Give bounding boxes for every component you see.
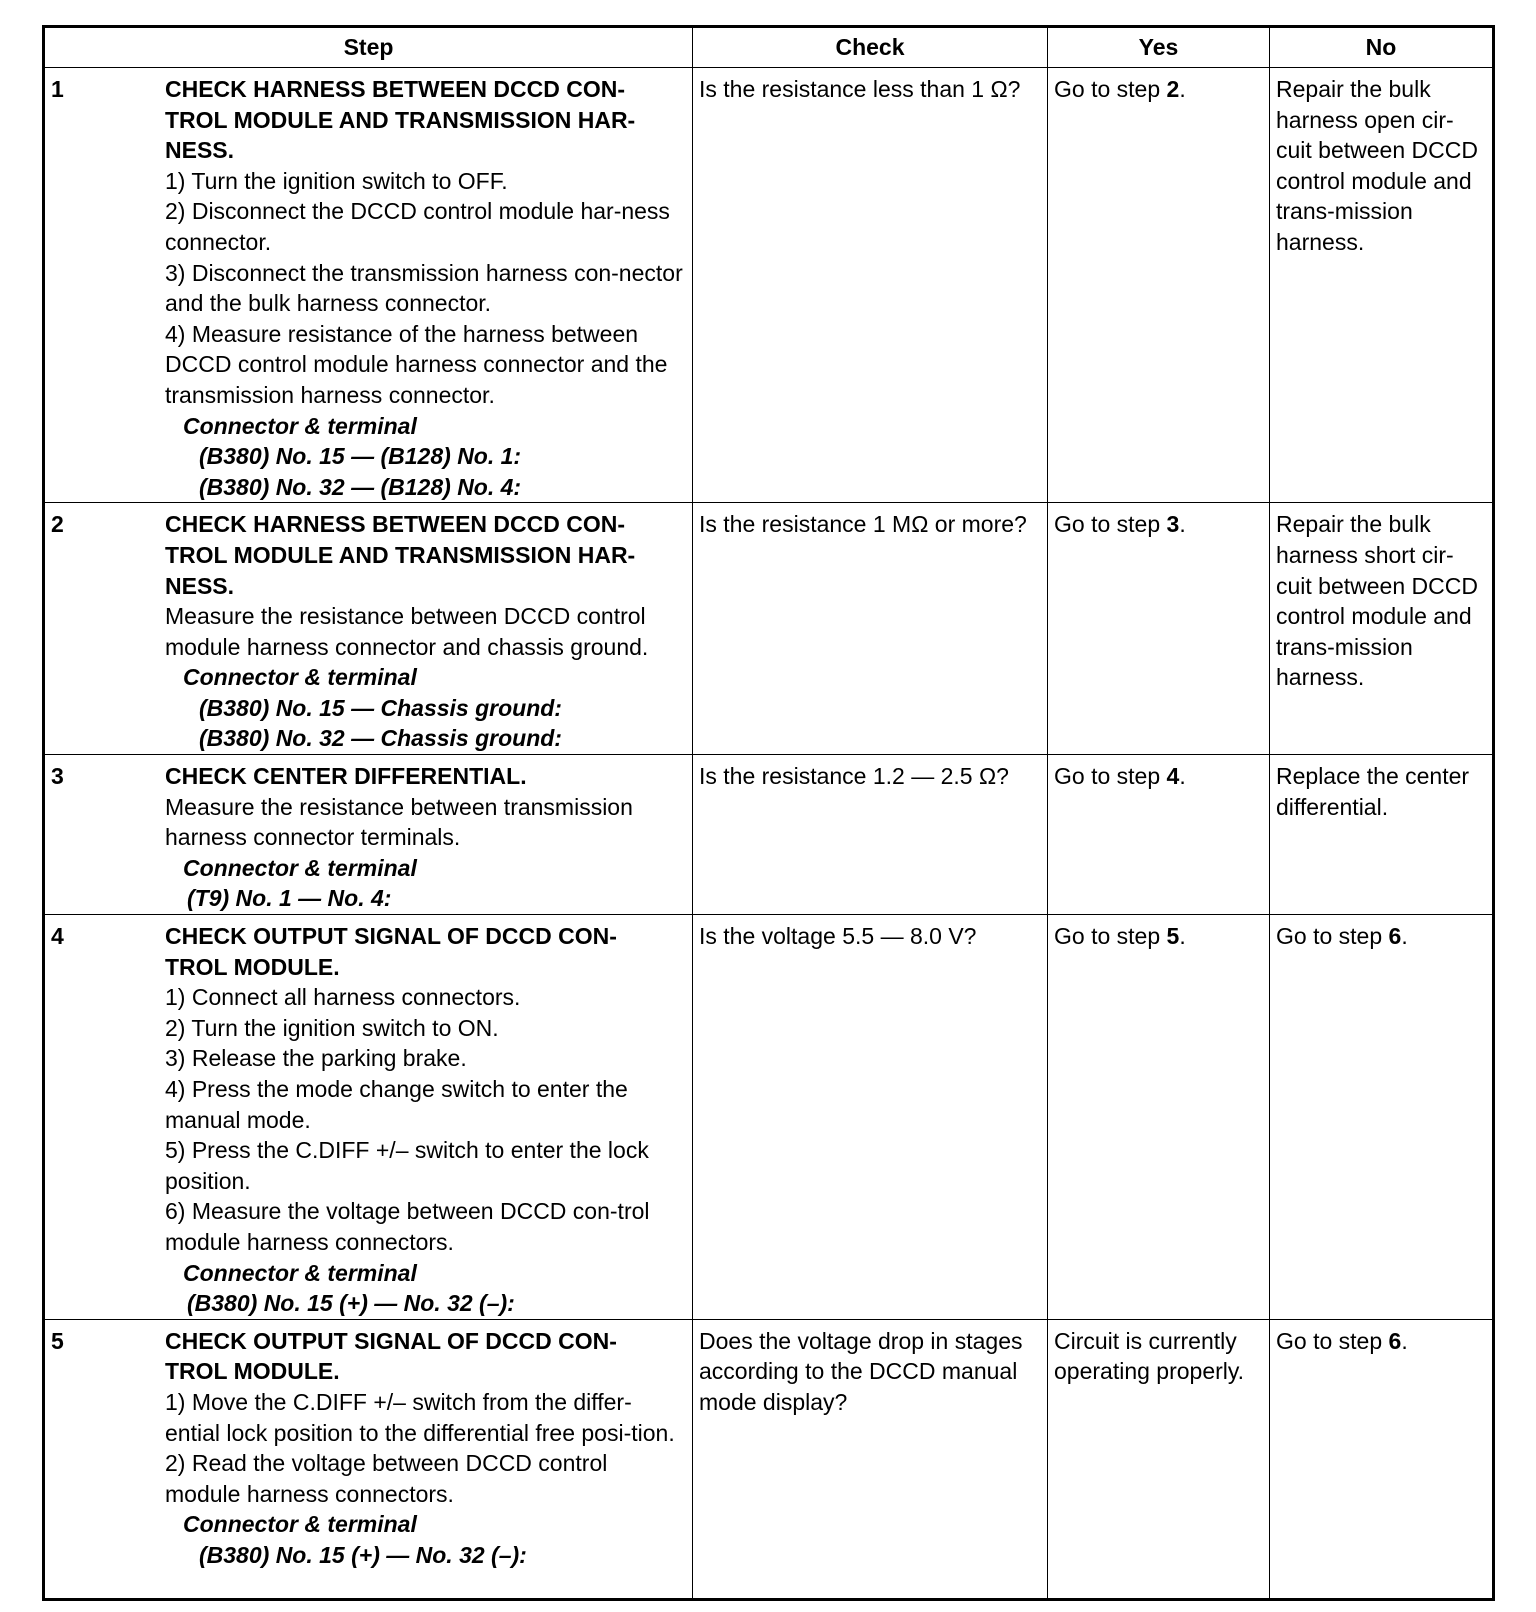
- yes-suffix: .: [1179, 511, 1186, 538]
- step-cell: [44, 68, 693, 503]
- yes-text: Go to step: [1054, 511, 1167, 538]
- no-step-link: 6: [1388, 1327, 1402, 1354]
- step-number: 4: [51, 923, 64, 950]
- connector-terminal: (T9) No. 1 — No. 4:: [187, 885, 392, 912]
- connector-label: Connector & terminal: [183, 1259, 417, 1286]
- connector-label: Connector & terminal: [183, 1511, 417, 1538]
- step-title: CHECK HARNESS BETWEEN DCCD CON-TROL MODULE AND TRANSMISSION HAR-NESS.: [165, 76, 636, 164]
- step-cell: [44, 755, 693, 915]
- table-row: [44, 68, 1494, 503]
- yes-text: Go to step: [1054, 923, 1167, 950]
- check-cell: Does the voltage drop in stages according to the DCCD manual mode display?: [693, 1319, 1048, 1599]
- step-title: CHECK OUTPUT SIGNAL OF DCCD CON-TROL MODULE.: [165, 923, 617, 980]
- no-text: Go to step: [1276, 1327, 1389, 1354]
- step-title: CHECK CENTER DIFFERENTIAL.: [165, 763, 527, 790]
- step-instruction: 1) Connect all harness connectors.: [165, 984, 521, 1011]
- table-row: [44, 503, 1494, 755]
- header-row: [44, 27, 1494, 68]
- step-number: 2: [51, 511, 64, 538]
- check-cell: Is the resistance 1.2 — 2.5 Ω?: [693, 755, 1048, 915]
- no-cell: Replace the center differential.: [1270, 755, 1494, 915]
- yes-step-link: 2: [1166, 76, 1180, 102]
- yes-suffix: .: [1179, 923, 1186, 950]
- no-cell: Repair the bulk harness open cir-cuit between DCCD control module and trans-mission harness.: [1270, 68, 1494, 503]
- yes-cell: [1048, 755, 1270, 915]
- yes-text: Go to step: [1054, 763, 1167, 790]
- yes-cell: Circuit is currently operating properly.: [1048, 1319, 1270, 1599]
- yes-cell: [1048, 68, 1270, 503]
- step-instruction: 2) Disconnect the DCCD control module har-ness connector.: [165, 198, 670, 255]
- step-instruction: Measure the resistance between transmission harness connector terminals.: [165, 793, 633, 851]
- step-instruction: 1) Move the C.DIFF +/– switch from the differ-ential lock position to the differential free posi-tion.: [165, 1388, 675, 1446]
- yes-cell: [1048, 915, 1270, 1320]
- step-title: CHECK OUTPUT SIGNAL OF DCCD CON-TROL MODULE.: [165, 1327, 617, 1385]
- no-cell: Repair the bulk harness short cir-cuit between DCCD control module and trans-mission harness.: [1270, 503, 1494, 755]
- no-suffix: .: [1401, 1327, 1408, 1354]
- connector-label: Connector & terminal: [183, 412, 417, 439]
- connector-terminal: (B380) No. 15 — Chassis ground:: [199, 694, 562, 721]
- step-number: 5: [51, 1327, 64, 1354]
- step-instruction: 4) Measure resistance of the harness between DCCD control module harness connector and the transmission harness connector.: [165, 320, 668, 408]
- step-instruction: 3) Release the parking brake.: [165, 1045, 467, 1072]
- yes-suffix: .: [1179, 76, 1186, 102]
- yes-text: Go to step: [1054, 76, 1167, 102]
- connector-label: Connector & terminal: [183, 854, 417, 881]
- no-cell: [1270, 1319, 1494, 1599]
- diagnostic-sheet: [42, 25, 1492, 1601]
- step-title: CHECK HARNESS BETWEEN DCCD CON-TROL MODULE AND TRANSMISSION HAR-NESS.: [165, 511, 636, 599]
- connector-terminal: (B380) No. 15 (+) — No. 32 (–):: [187, 1290, 515, 1317]
- step-instruction: 2) Read the voltage between DCCD control module harness connectors.: [165, 1450, 608, 1507]
- step-instruction: 2) Turn the ignition switch to ON.: [165, 1014, 499, 1041]
- connector-label: Connector & terminal: [183, 664, 417, 691]
- header-check: Check: [693, 27, 1048, 68]
- table-row: [44, 915, 1494, 1320]
- yes-cell: [1048, 503, 1270, 755]
- step-instruction: 5) Press the C.DIFF +/– switch to enter the lock position.: [165, 1137, 649, 1194]
- table-row: [44, 755, 1494, 915]
- connector-terminal: (B380) No. 15 (+) — No. 32 (–):: [199, 1541, 527, 1568]
- check-cell: Is the resistance less than 1 Ω?: [693, 68, 1048, 503]
- header-step: Step: [44, 27, 693, 68]
- step-instruction: 6) Measure the voltage between DCCD con-trol module harness connectors.: [165, 1198, 650, 1255]
- step-instruction: 4) Press the mode change switch to enter the manual mode.: [165, 1076, 628, 1133]
- step-instruction: 1) Turn the ignition switch to OFF.: [165, 167, 508, 194]
- yes-step-link: 3: [1166, 511, 1180, 538]
- connector-terminal: (B380) No. 32 — Chassis ground:: [199, 725, 562, 752]
- step-cell: [44, 1319, 693, 1599]
- no-text: Go to step: [1276, 923, 1389, 950]
- yes-step-link: 4: [1166, 763, 1180, 790]
- header-no: No: [1270, 27, 1494, 68]
- step-instruction: 3) Disconnect the transmission harness con-nector and the bulk harness connector.: [165, 259, 683, 317]
- table-row: [44, 1319, 1494, 1599]
- step-instruction: Measure the resistance between DCCD control module harness connector and chassis ground.: [165, 603, 649, 660]
- connector-terminal: (B380) No. 15 — (B128) No. 1:: [199, 443, 522, 470]
- no-step-link: 6: [1388, 923, 1402, 950]
- connector-terminal: (B380) No. 32 — (B128) No. 4:: [199, 473, 522, 500]
- step-cell: [44, 503, 693, 755]
- check-cell: Is the voltage 5.5 — 8.0 V?: [693, 915, 1048, 1320]
- step-number: 1: [51, 76, 64, 102]
- yes-suffix: .: [1179, 763, 1186, 790]
- diagnostic-table: [42, 25, 1495, 1601]
- no-cell: [1270, 915, 1494, 1320]
- yes-step-link: 5: [1166, 923, 1180, 950]
- no-suffix: .: [1401, 923, 1408, 950]
- step-cell: [44, 915, 693, 1320]
- step-number: 3: [51, 763, 64, 790]
- check-cell: Is the resistance 1 MΩ or more?: [693, 503, 1048, 755]
- header-yes: Yes: [1048, 27, 1270, 68]
